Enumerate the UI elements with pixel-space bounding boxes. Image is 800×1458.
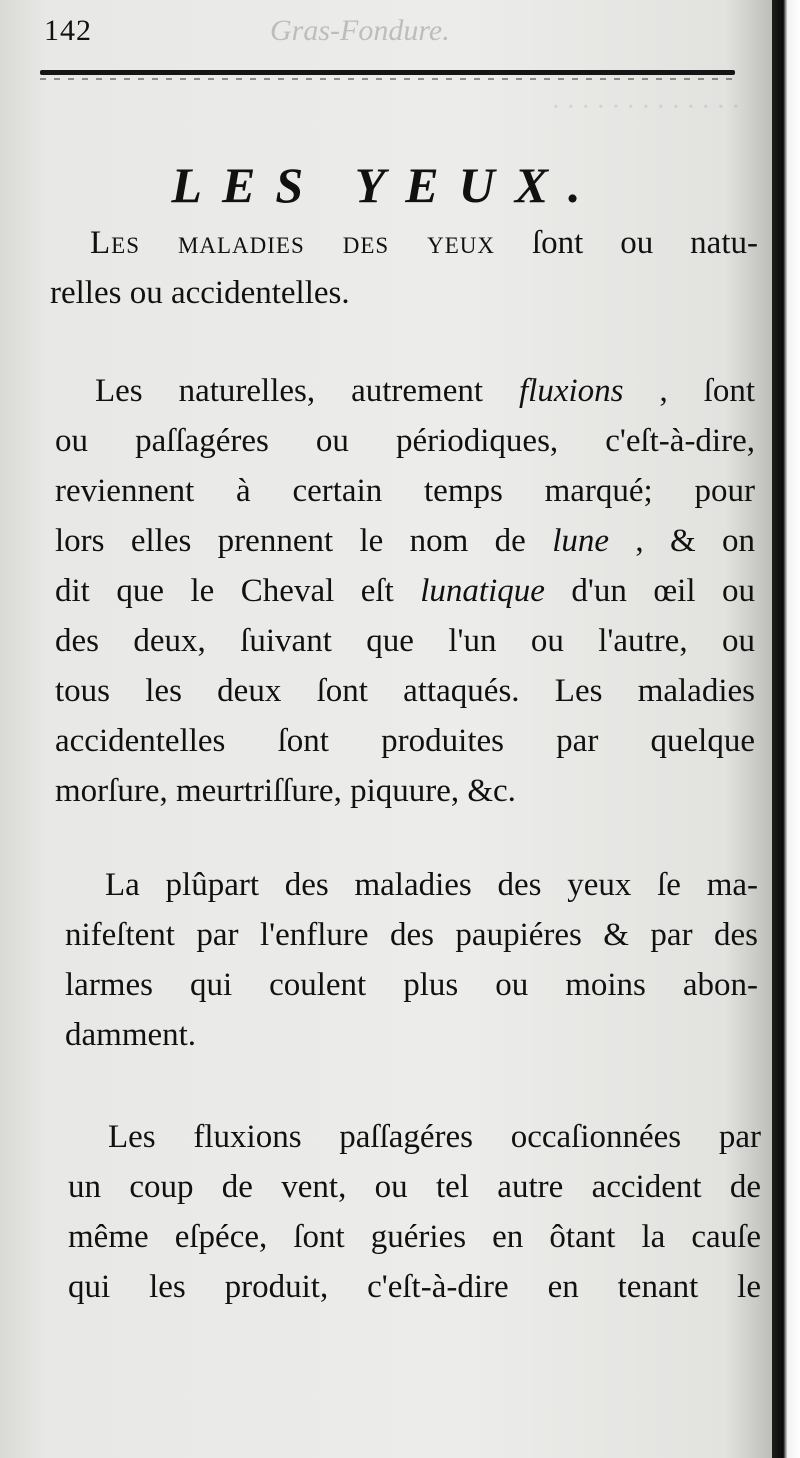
text-line: La plûpart des maladies des yeux ſe ma- xyxy=(105,867,758,903)
text-line: accidentelles ſont produites par quelque xyxy=(55,723,755,759)
page-number: 142 xyxy=(44,14,92,47)
paragraph-4 xyxy=(68,1112,761,1312)
running-head: Gras-Fondure. xyxy=(270,14,450,47)
text-line: même eſpéce, ſont guéries en ôtant la cauſe xyxy=(68,1219,761,1255)
text-line: morſure, meurtriſſure, piquure, &c. xyxy=(55,773,516,809)
text-line: tous les deux ſont attaqués. Les maladies xyxy=(55,673,755,709)
text-line: Les fluxions paſſagéres occaſionnées par xyxy=(108,1119,761,1155)
text-line: nifeſtent par l'enflure des paupiéres & par des xyxy=(65,917,758,953)
text-line: Les naturelles, autrement fluxions , ſont xyxy=(95,373,755,409)
paragraph-1 xyxy=(50,218,758,318)
paragraph-3 xyxy=(65,860,758,1060)
header-rule-ornament xyxy=(40,78,735,80)
section-title: LES YEUX. xyxy=(171,156,601,213)
text-line: ou paſſagéres ou périodiques, c'eſt-à-dire, xyxy=(55,423,755,459)
show-through-text: · · · · · · · · · · · · · xyxy=(552,90,740,123)
text-line: Les maladies des yeux ſont ou natu- xyxy=(90,225,758,261)
text-line: des deux, ſuivant que l'un ou l'autre, ou xyxy=(55,623,755,659)
text-line: un coup de vent, ou tel autre accident de xyxy=(68,1169,761,1205)
paragraph-2 xyxy=(55,366,755,816)
text-line: qui les produit, c'eſt-à-dire en tenant le xyxy=(68,1269,761,1305)
text-line: dit que le Cheval eſt lunatique d'un œil ou xyxy=(55,573,755,609)
text-line: larmes qui coulent plus ou moins abon- xyxy=(65,967,758,1003)
text-line: damment. xyxy=(65,1017,197,1053)
text-line: lors elles prennent le nom de lune , & on xyxy=(55,523,755,559)
header-rule xyxy=(40,70,735,75)
page-edge xyxy=(772,0,800,1458)
text-line: relles ou accidentelles. xyxy=(50,275,350,311)
text-line: reviennent à certain temps marqué; pour xyxy=(55,473,755,509)
